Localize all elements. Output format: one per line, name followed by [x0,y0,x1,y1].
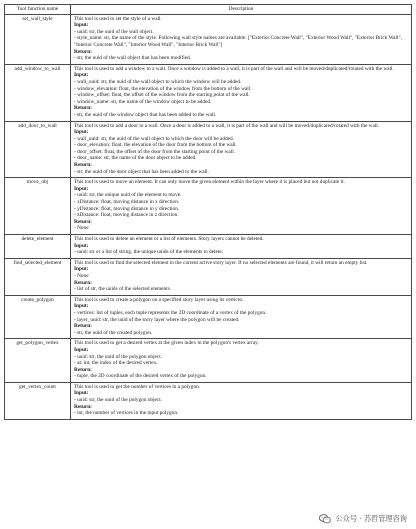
input-label: Input: [74,72,89,79]
description-intro: This tool is used to get a desired vertex at the given index in the polygon's vertex array. [74,340,259,347]
return-label: Return: [74,218,92,225]
description-intro: This tool is used to delete an element or a list of elements. Story layers cannot be deleted. [74,236,264,242]
input-param: - yDistance: float, moving distance in y direction. [74,205,180,212]
input-label: Input: [74,390,89,397]
table-row [5,258,412,295]
watermark [316,513,410,525]
header-tool-function-name: Tool function name [5,5,71,15]
description-intro: This tool is used to set the style of a wall. [74,15,162,22]
input-param: - window_offset: float, the offset of the window from the starting point of the wall. [74,92,250,99]
input-label: Input: [74,185,89,192]
tool-description [71,64,412,121]
table-row [5,339,412,383]
input-param: - uuid: str, the uuid of the polygon object. [74,397,163,404]
return-label: Return: [74,323,92,330]
input-label: Input: [74,242,89,249]
tool-function-name: get_vertex_count [5,382,71,419]
tool-description [71,14,412,64]
input-param: - door_name: str, the name of the door object to be added. [74,155,197,162]
input-param: - vertices: list of tuples, each tuple represents the 2D coordinate of a vertex of the polygon. [74,309,267,316]
input-param: - window_elevation: float, the elevation of the window from the bottom of the wall. [74,85,252,92]
table-row [5,235,412,259]
return-value: - str, the uuid of the wall object that has been modified. [74,55,192,62]
input-param: - uuid: str, the unique uuid of the element to move. [74,192,182,199]
return-label: Return: [74,403,92,410]
table-row [5,121,412,178]
input-param: - wall_uuid: str, the uuid of the wall object to which the window will be added. [74,78,242,85]
return-label: Return: [74,105,92,112]
table-row [5,64,412,121]
watermark-text: 公众号 · 苏哲管理咨询 [335,514,407,523]
input-label: Input: [74,266,89,273]
input-param: - xDistance: float, moving distance in x direction. [74,199,180,206]
tool-description [71,178,412,235]
description-intro: This tool is used to add a window to a wall. Once a window is added to a wall, it is part of the wall and will be moved/duplicated/rotated with the wall. [74,65,394,72]
tool-function-name: add_window_to_wall [5,64,71,121]
tool-function-name: move_obj [5,178,71,235]
tool-function-name: get_polygon_vertex [5,339,71,383]
header-description: Description [71,5,412,15]
tool-function-name: create_polygon [5,295,71,339]
tool-description [71,235,412,259]
description-intro: This tool is used to add a door to a wall. Once a door is added to a wall, it is part of the wall and will be moved/duplicated/rotated with the wall. [74,122,380,129]
input-param: - zDistance: float, moving distance in z direction. [74,212,179,219]
table-row [5,178,412,235]
return-value: - None [74,225,89,232]
input-label: Input: [74,346,89,353]
description-intro: This tool is used to create a polygon on a specified story layer using its vertices. [74,296,244,303]
input-param: - uuid: str, the uuid of the polygon object. [74,353,163,360]
tool-description [71,258,412,295]
wechat-icon [319,514,331,524]
return-label: Return: [74,366,92,373]
return-value: - str, the uuid of the door object that has been added to the wall. [74,168,209,175]
input-label: Input: [74,22,89,29]
tool-description [71,121,412,178]
input-param: - uuid: str, the uuid of the wall object. [74,28,154,35]
input-param: - uuid: str or a list of string, the unique uuids of the elements to delete. [74,249,224,256]
return-value: - tuple, the 2D coordinate of the desired vertex of the polygon. [74,373,207,380]
description-intro: This tool is used to get the number of vertices in a polygon. [74,383,201,390]
return-value: - int, the number of vertices in the input polygon. [74,410,179,417]
input-param: - layer_uuid: str, the uuid of the story layer where the polygon will be created. [74,316,240,323]
input-label: Input: [74,129,89,136]
return-label: Return: [74,279,92,286]
return-value: - str, the uuid of the created polygon. [74,329,153,336]
description-intro: This tool is used to find the selected element in the current active story layer. If no selected elements are found, it will return an empty list. [74,259,368,266]
input-param: - wall_uuid: str, the uuid of the wall object to which the door will be added. [74,135,234,142]
return-value: - str, the uuid of the window object that has been added to the wall. [74,111,217,118]
input-param: - None [74,272,89,279]
tool-function-name: find_selected_element [5,258,71,295]
tool-description [71,339,412,383]
input-param: - door_offset: float, the offset of the door from the starting point of the wall. [74,148,236,155]
description-intro: This tool is used to move an element. It can only move the given element within the layer where it is placed but not duplicate it. [74,179,345,186]
input-param: - window_name: str, the name of the window object to be added. [74,98,212,105]
input-param: - style_name: str, the name of the style. Following wall style names are available: ["Exterior Concrete Wall", "Exterior Wood Wall", "Exterior Brick Wall", "Interior Concrete Wall", "Interior Wood Wall", "Interior Brick Wall"] [74,35,402,48]
table-header-row [5,5,412,15]
return-value: - list of str, the uuids of the selected elements. [74,286,172,293]
input-param: - door_elevation: float, the elevation of the door from the bottom of the wall. [74,142,237,149]
tool-function-name: set_wall_style [5,14,71,64]
input-param: - at: int, the index of the desired vertex. [74,360,158,367]
return-label: Return: [74,48,92,55]
tool-function-name: delete_element [5,235,71,259]
input-label: Input: [74,303,89,310]
tool-description [71,382,412,419]
tool-function-name: add_door_to_wall [5,121,71,178]
table-row [5,382,412,419]
table-row [5,14,412,64]
tool-description [71,295,412,339]
return-label: Return: [74,162,92,169]
tool-function-table [4,4,412,420]
table-row [5,295,412,339]
